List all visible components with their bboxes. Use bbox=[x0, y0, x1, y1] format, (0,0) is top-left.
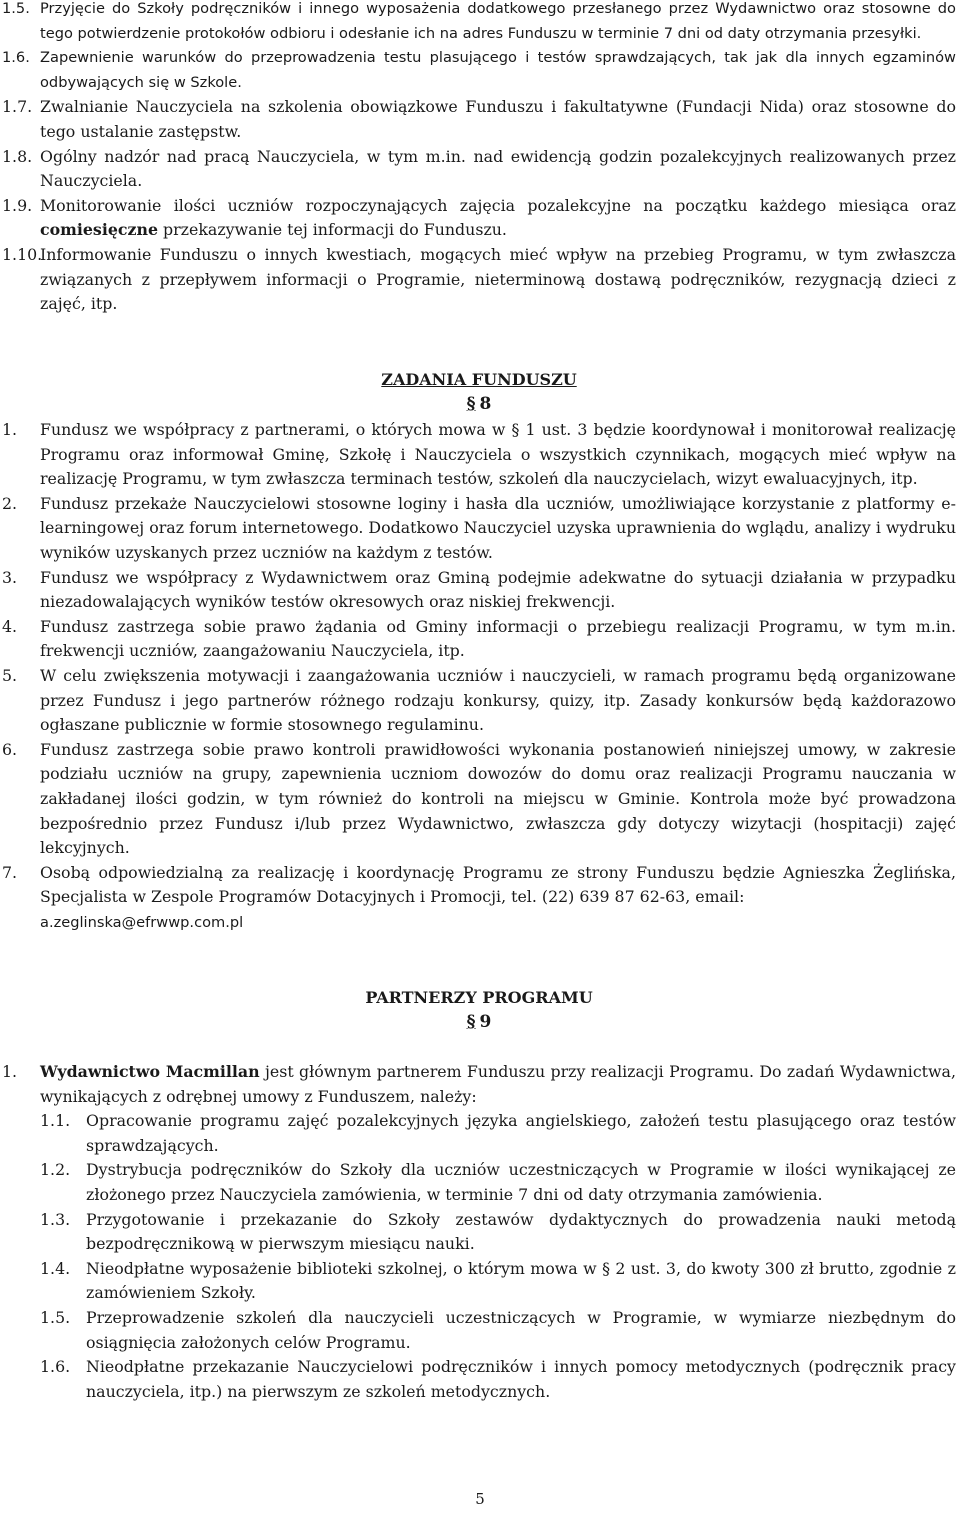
item-number: 1.6. bbox=[40, 1357, 71, 1377]
sub-item-1-2 bbox=[40, 1158, 956, 1207]
section-heading bbox=[2, 368, 956, 392]
item-number: 2. bbox=[2, 493, 18, 513]
section-number bbox=[2, 392, 956, 416]
email-link[interactable]: a.zeglinska@efrwwp.com.pl bbox=[40, 913, 244, 931]
item-number: 1. bbox=[2, 1062, 18, 1081]
section-zadania bbox=[2, 368, 956, 935]
item-number: 1.7. bbox=[2, 97, 33, 117]
section-partnerzy bbox=[2, 986, 956, 1404]
page-number: 5 bbox=[475, 1490, 485, 1508]
item-number: 1.5. bbox=[2, 0, 30, 17]
item-text: Ogólny nadzór nad pracą Nauczyciela, w tym m.in. nad ewidencją godzin pozalekcyjnych realizowanych przez Nauczyciela. bbox=[40, 146, 956, 191]
list-item-1 bbox=[2, 1060, 956, 1109]
item-text: Przeprowadzenie szkoleń dla nauczycieli uczestniczących w Programie, w wymiarze niezbędnym do osiągnięcia założonych celów Programu. bbox=[86, 1307, 956, 1352]
sub-item-1-4 bbox=[40, 1257, 956, 1306]
item-text: Zwalnianie Nauczyciela na szkolenia obowiązkowe Funduszu i fakultatywne (Fundacji Nida) oraz stosowne do tego ustalanie zastępstw. bbox=[40, 97, 956, 141]
sub-item-1-6 bbox=[40, 1355, 956, 1404]
item-text: Informowanie Funduszu o innych kwestiach, mogących mieć wpływ na przebieg Programu, w tym zwłaszcza związanych z przepływem informacji o Programie, nieterminową dostawą podręczników, rezygnacją dzieci z zajęć, itp. bbox=[40, 244, 956, 314]
item-text: Nieodpłatne wyposażenie biblioteki szkolnej, o którym mowa w § 2 ust. 3, do kwoty 300 zł brutto, zgodnie z zamówieniem Szkoły. bbox=[86, 1258, 956, 1303]
item-text: Fundusz zastrzega sobie prawo żądania od Gminy informacji o przebiegu realizacji Programu, w tym m.in. frekwencji uczniów, zaangażowaniu Nauczyciela, itp. bbox=[40, 616, 956, 661]
sub-item-1-3 bbox=[40, 1208, 956, 1257]
list-item-1 bbox=[2, 418, 956, 492]
item-number: 1.5. bbox=[40, 1307, 71, 1327]
sub-item-1-1 bbox=[40, 1109, 956, 1158]
item-number: 1.1. bbox=[40, 1111, 71, 1131]
list-item-1-10 bbox=[2, 243, 956, 317]
item-number: 1.10. bbox=[2, 244, 43, 264]
bold-phrase: Wydawnictwo Macmillan bbox=[40, 1062, 260, 1081]
list-item-1-5 bbox=[2, 0, 956, 46]
section-symbol: § bbox=[466, 1012, 476, 1032]
list-item-7 bbox=[2, 861, 956, 936]
item-number: 1. bbox=[2, 420, 18, 439]
item-text: Dystrybucja podręczników do Szkoły dla uczniów uczestniczących w Programie w ilości wynikającej ze złożonego przez Nauczyciela zamówienia, w terminie 7 dni od daty otrzymania zamówienia. bbox=[86, 1160, 956, 1204]
top-list bbox=[2, 0, 956, 317]
item-number: 1.4. bbox=[40, 1258, 71, 1278]
item-number: 1.6. bbox=[2, 49, 30, 67]
item-text: Fundusz zastrzega sobie prawo kontroli prawidłowości wykonania postanowień niniejszej umowy, w zakresie podziału uczniów na grupy, zapewnienia uczniom dowozów do domu oraz realizacji Programu nauczania w zakładanej ilości godzin, w tym również do kontroli na miejscu w Gminie. Kontrola może być prowadzona bezpośrednio przez Fundusz i/lub przez Wydawnictwo, zwłaszcza gdy dotyczy wizytacji (hospitacji) zajęć lekcyjnych. bbox=[40, 739, 956, 858]
item-number: 1.2. bbox=[40, 1160, 71, 1180]
list-item-2 bbox=[2, 492, 956, 566]
item-text bbox=[40, 861, 956, 936]
item-number: 3. bbox=[2, 567, 18, 587]
list-item-6 bbox=[2, 738, 956, 861]
item-text: Fundusz przekaże Nauczycielowi stosowne loginy i hasła dla uczniów, umożliwiające korzystanie z platformy e-learningowej oraz forum internetowego. Dodatkowo Nauczyciel uzyska uprawnienia do wglądu, analizy i wydruku wyników uzyskanych przez uczniów na każdym z testów. bbox=[40, 493, 956, 562]
item-text-part: jest głównym partnerem Funduszu przy realizacji Programu. Do zadań Wydawnictwa, wynikających z odrębnej umowy z Funduszem, należy: bbox=[40, 1062, 956, 1106]
section-symbol: § bbox=[466, 394, 476, 414]
item-number: 5. bbox=[2, 665, 18, 685]
item-text bbox=[40, 1060, 956, 1109]
item-text: Fundusz we współpracy z partnerami, o których mowa w § 1 ust. 3 będzie koordynował i monitorował realizację Programu oraz informował Gminę, Szkołę i Nauczyciela o wszystkich czynnikach, mogących mieć wpływ na realizację Programu, w tym zwłaszcza terminach testów, szkoleń dla nauczycielach, wizyt ewaluacyjnych, itp. bbox=[40, 420, 956, 489]
section-heading bbox=[2, 986, 956, 1010]
list-item-5 bbox=[2, 664, 956, 738]
heading-text: ZADANIA FUNDUSZU bbox=[381, 370, 577, 389]
list-item-1-8 bbox=[2, 145, 956, 194]
item-text: Przyjęcie do Szkoły podręczników i innego wyposażenia dodatkowego przesłanego przez Wydawnictwo oraz stosowne do tego potwierdzenie protokołów odbioru i odesłanie ich na adres Funduszu w terminie 7 dni od daty otrzymania przesyłki. bbox=[40, 0, 956, 42]
list-item-4 bbox=[2, 615, 956, 664]
list-item-1-9 bbox=[2, 194, 956, 243]
list-item-1-7 bbox=[2, 95, 956, 144]
item-number: 4. bbox=[2, 616, 18, 636]
heading-text: PARTNERZY PROGRAMU bbox=[365, 988, 593, 1007]
item-text-part: Monitorowanie ilości uczniów rozpoczynających zajęcia pozalekcyjne na początku każdego miesiąca oraz bbox=[40, 195, 956, 215]
item-text: Przygotowanie i przekazanie do Szkoły zestawów dydaktycznych do prowadzenia nauki metodą bezpodręcznikową w pierwszym miesiącu nauki. bbox=[86, 1209, 956, 1254]
bold-word: comiesięczne bbox=[40, 220, 158, 240]
item-text bbox=[40, 194, 956, 243]
item-text: Opracowanie programu zajęć pozalekcyjnych języka angielskiego, założeń testu plasującego oraz testów sprawdzających. bbox=[86, 1111, 956, 1155]
item-text: W celu zwiększenia motywacji i zaangażowania uczniów i nauczycieli, w ramach programu będą organizowane przez Fundusz i jego partnerów różnego rodzaju konkursy, quizy, itp. Zasady konkursów będą każdorazowo ogłaszane publicznie w formie stosownego regulaminu. bbox=[40, 665, 956, 735]
item-text-part: Osobą odpowiedzialną za realizację i koordynację Programu ze strony Funduszu będzie Agnieszka Żeglińska, Specjalista w Zespole Programów Dotacyjnych i Promocji, tel. (22) 639 87 62-63, email: bbox=[40, 862, 956, 907]
item-text: Fundusz we współpracy z Wydawnictwem oraz Gminą podejmie adekwatne do sytuacji działania w przypadku niezadowalających wyników testów okresowych oraz niskiej frekwencji. bbox=[40, 567, 956, 612]
list-item-3 bbox=[2, 566, 956, 615]
item-text: Nieodpłatne przekazanie Nauczycielowi podręczników i innych pomocy metodycznych (podręcznik pracy nauczyciela, itp.) na pierwszym ze szkoleń metodycznych. bbox=[86, 1357, 956, 1401]
item-number: 7. bbox=[2, 862, 18, 882]
list-item-1-6 bbox=[2, 46, 956, 95]
item-number: 1.8. bbox=[2, 146, 33, 166]
section-number-value: 8 bbox=[479, 394, 492, 414]
item-number: 1.3. bbox=[40, 1209, 71, 1229]
section-number-value: 9 bbox=[479, 1012, 492, 1032]
item-text: Zapewnienie warunków do przeprowadzenia testu plasującego i testów sprawdzających, tak jak dla innych egzaminów odbywających się w Szkole. bbox=[40, 49, 956, 91]
sub-list bbox=[2, 1109, 956, 1404]
sub-item-1-5 bbox=[40, 1306, 956, 1355]
item-number: 1.9. bbox=[2, 195, 33, 215]
section-number bbox=[2, 1010, 956, 1034]
item-text-part: przekazywanie tej informacji do Funduszu. bbox=[158, 220, 507, 240]
item-number: 6. bbox=[2, 739, 18, 759]
